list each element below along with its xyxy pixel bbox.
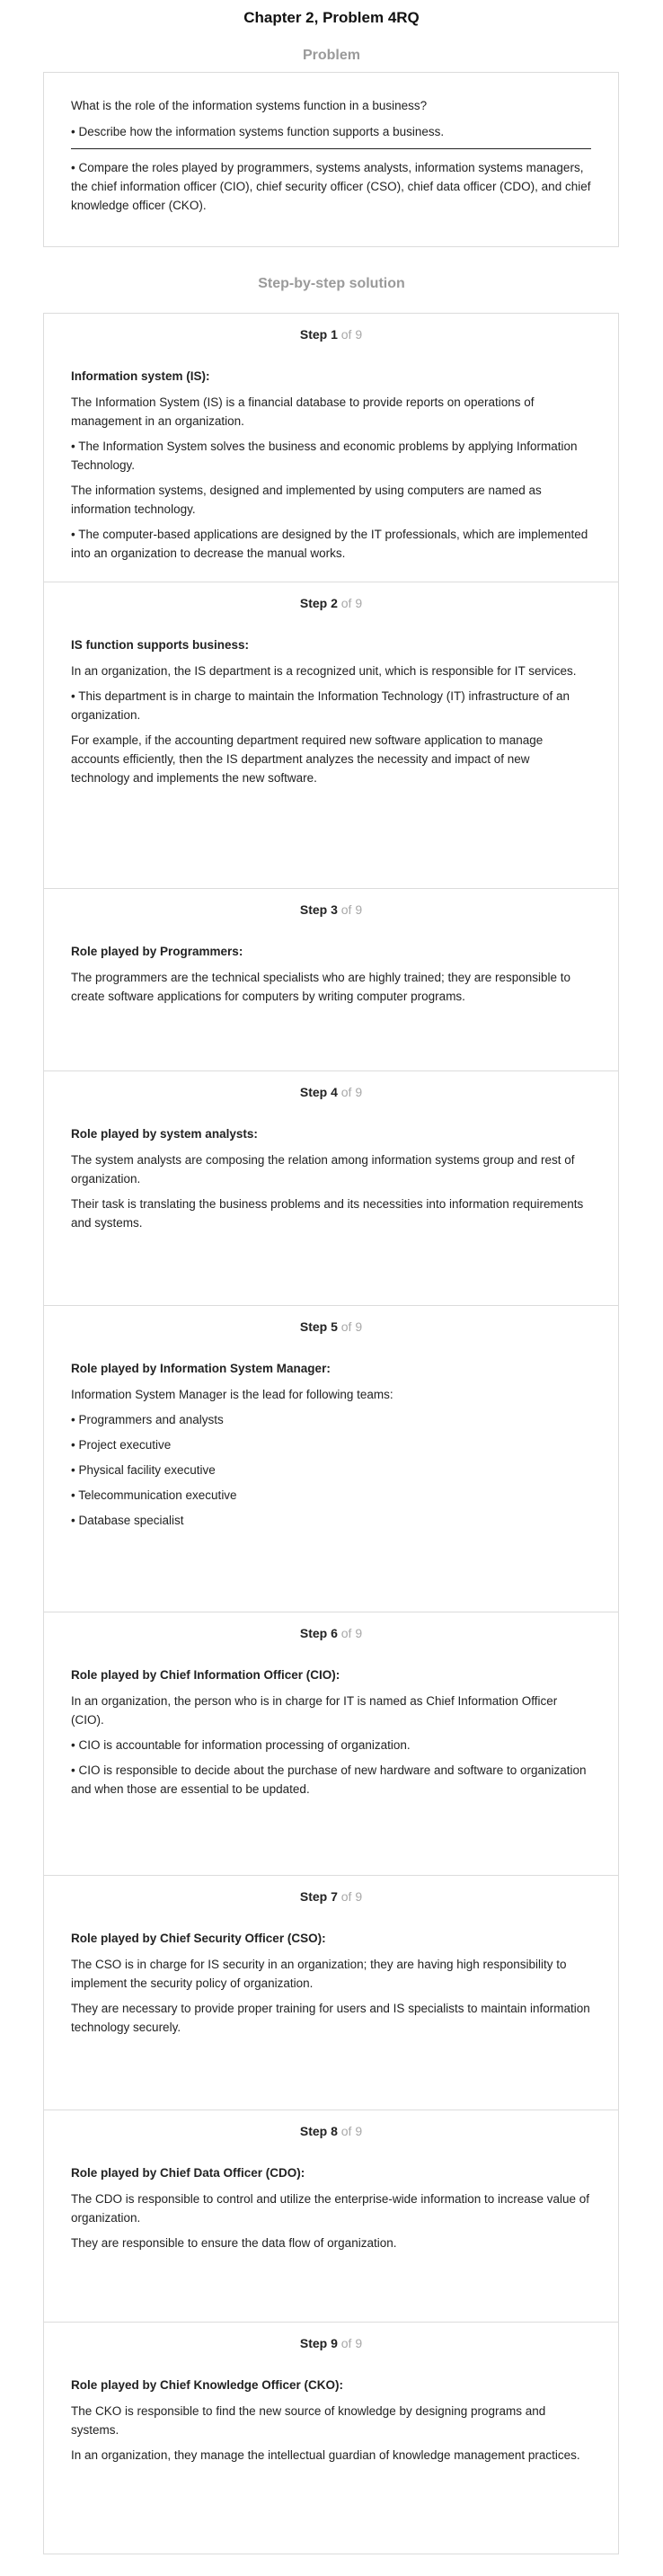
step-number: Step 5 xyxy=(299,1319,338,1334)
step-paragraph: They are responsible to ensure the data flow of organization. xyxy=(71,2236,397,2250)
step-paragraph: The system analysts are composing the relation among information systems group and rest of organization. xyxy=(71,1153,575,1186)
step-of-total: of 9 xyxy=(340,327,363,342)
step-paragraph: • Physical facility executive xyxy=(71,1463,216,1477)
footer-space xyxy=(0,2554,663,2576)
solution-heading: Step-by-step solution xyxy=(258,276,405,291)
step-1 xyxy=(44,314,618,582)
step-paragraph: • The Information System solves the business and economic problems by applying Information Technology. xyxy=(71,440,578,472)
step-of-total: of 9 xyxy=(340,2124,363,2138)
step-of-total: of 9 xyxy=(340,1319,363,1334)
step-label xyxy=(71,1084,591,1104)
step-paragraph: • CIO is accountable for information processing of organization. xyxy=(71,1738,411,1752)
step-title: Role played by system analysts: xyxy=(71,1127,258,1141)
step-number: Step 3 xyxy=(299,902,338,917)
step-of-total: of 9 xyxy=(340,2336,363,2350)
step-of-total: of 9 xyxy=(340,1085,363,1099)
step-number: Step 6 xyxy=(299,1626,338,1640)
step-paragraph: The programmers are the technical specialists who are highly trained; they are responsible to create software applications for computers by writing computer programs. xyxy=(71,971,571,1003)
problem-question: What is the role of the information systems function in a business? xyxy=(71,99,428,112)
step-number: Step 7 xyxy=(299,1889,338,1904)
step-paragraph: • This department is in charge to maintain the Information Technology (IT) infrastructure of an organization. xyxy=(71,689,570,722)
problem-heading: Problem xyxy=(302,48,360,63)
step-title: Role played by Chief Knowledge Officer (CKO): xyxy=(71,2378,344,2392)
step-title: Role played by Chief Data Officer (CDO): xyxy=(71,2166,305,2180)
step-title: Information system (IS): xyxy=(71,369,210,383)
step-number: Step 1 xyxy=(299,327,338,342)
step-label xyxy=(71,2335,591,2355)
step-paragraph: For example, if the accounting department required new software application to manage accounts efficiently, then the IS department analyzes the necessity and impact of new technology and implements the new software. xyxy=(71,733,544,785)
step-paragraph: • The computer-based applications are designed by the IT professionals, which are implemented into an organization to decrease the manual works. xyxy=(71,528,588,560)
step-paragraph: The CSO is in charge for IS security in an organization; they are having high responsibility to implement the security policy of organization. xyxy=(71,1958,567,1990)
step-title: Role played by Chief Security Officer (CSO): xyxy=(71,1932,326,1945)
step-paragraph: In an organization, the IS department is a recognized unit, which is responsible for IT services. xyxy=(71,664,577,678)
step-label xyxy=(71,1888,591,1908)
step-paragraph: The information systems, designed and implemented by using computers are named as information technology. xyxy=(71,484,542,516)
step-2 xyxy=(44,582,618,889)
step-label xyxy=(71,1625,591,1645)
step-label xyxy=(71,595,591,615)
problem-bullet: • Compare the roles played by programmers, systems analysts, information systems managers, the chief information officer (CIO), chief security officer (CSO), chief data officer (CDO), and chief knowledge officer (CKO). xyxy=(71,161,591,212)
step-number: Step 9 xyxy=(299,2336,338,2350)
problem-box xyxy=(43,72,619,247)
chapter-title: Chapter 2, Problem 4RQ xyxy=(243,9,420,26)
step-paragraph: • Database specialist xyxy=(71,1514,184,1527)
problem-divider xyxy=(71,148,591,149)
step-5 xyxy=(44,1306,618,1612)
step-of-total: of 9 xyxy=(340,1626,363,1640)
step-paragraph: They are necessary to provide proper training for users and IS specialists to maintain information technology securely. xyxy=(71,2002,590,2034)
step-paragraph: In an organization, they manage the intellectual guardian of knowledge management practices. xyxy=(71,2448,580,2462)
step-label xyxy=(71,1319,591,1338)
step-of-total: of 9 xyxy=(340,596,363,610)
step-number: Step 8 xyxy=(299,2124,338,2138)
step-title: IS function supports business: xyxy=(71,638,250,652)
step-label xyxy=(71,326,591,346)
step-paragraph: The Information System (IS) is a financial database to provide reports on operations of management in an organization. xyxy=(71,395,535,428)
step-6 xyxy=(44,1612,618,1876)
step-paragraph: • CIO is responsible to decide about the purchase of new hardware and software to organization and when those are essential to be updated. xyxy=(71,1763,587,1796)
step-number: Step 4 xyxy=(299,1085,338,1099)
step-label xyxy=(71,2123,591,2143)
step-title: Role played by Chief Information Officer (CIO): xyxy=(71,1668,340,1682)
step-paragraph: In an organization, the person who is in charge for IT is named as Chief Information Officer (CIO). xyxy=(71,1694,558,1727)
step-paragraph: The CKO is responsible to find the new source of knowledge by designing programs and systems. xyxy=(71,2404,546,2437)
step-paragraph: • Telecommunication executive xyxy=(71,1488,237,1502)
step-of-total: of 9 xyxy=(340,902,363,917)
steps-container xyxy=(43,313,619,2554)
step-title: Role played by Programmers: xyxy=(71,945,243,958)
step-paragraph: Information System Manager is the lead for following teams: xyxy=(71,1388,393,1401)
step-8 xyxy=(44,2110,618,2323)
step-paragraph: • Programmers and analysts xyxy=(71,1413,224,1426)
step-number: Step 2 xyxy=(299,596,338,610)
step-title: Role played by Information System Manager: xyxy=(71,1362,331,1375)
step-paragraph: Their task is translating the business problems and its necessities into information requirements and systems. xyxy=(71,1197,584,1230)
step-paragraph: The CDO is responsible to control and utilize the enterprise-wide information to increase value of organization. xyxy=(71,2192,590,2225)
step-label xyxy=(71,902,591,921)
problem-bullet: • Describe how the information systems function supports a business. xyxy=(71,125,445,138)
step-paragraph: • Project executive xyxy=(71,1438,172,1452)
step-7 xyxy=(44,1876,618,2110)
step-3 xyxy=(44,889,618,1071)
step-4 xyxy=(44,1071,618,1306)
step-9 xyxy=(44,2323,618,2554)
step-of-total: of 9 xyxy=(340,1889,363,1904)
